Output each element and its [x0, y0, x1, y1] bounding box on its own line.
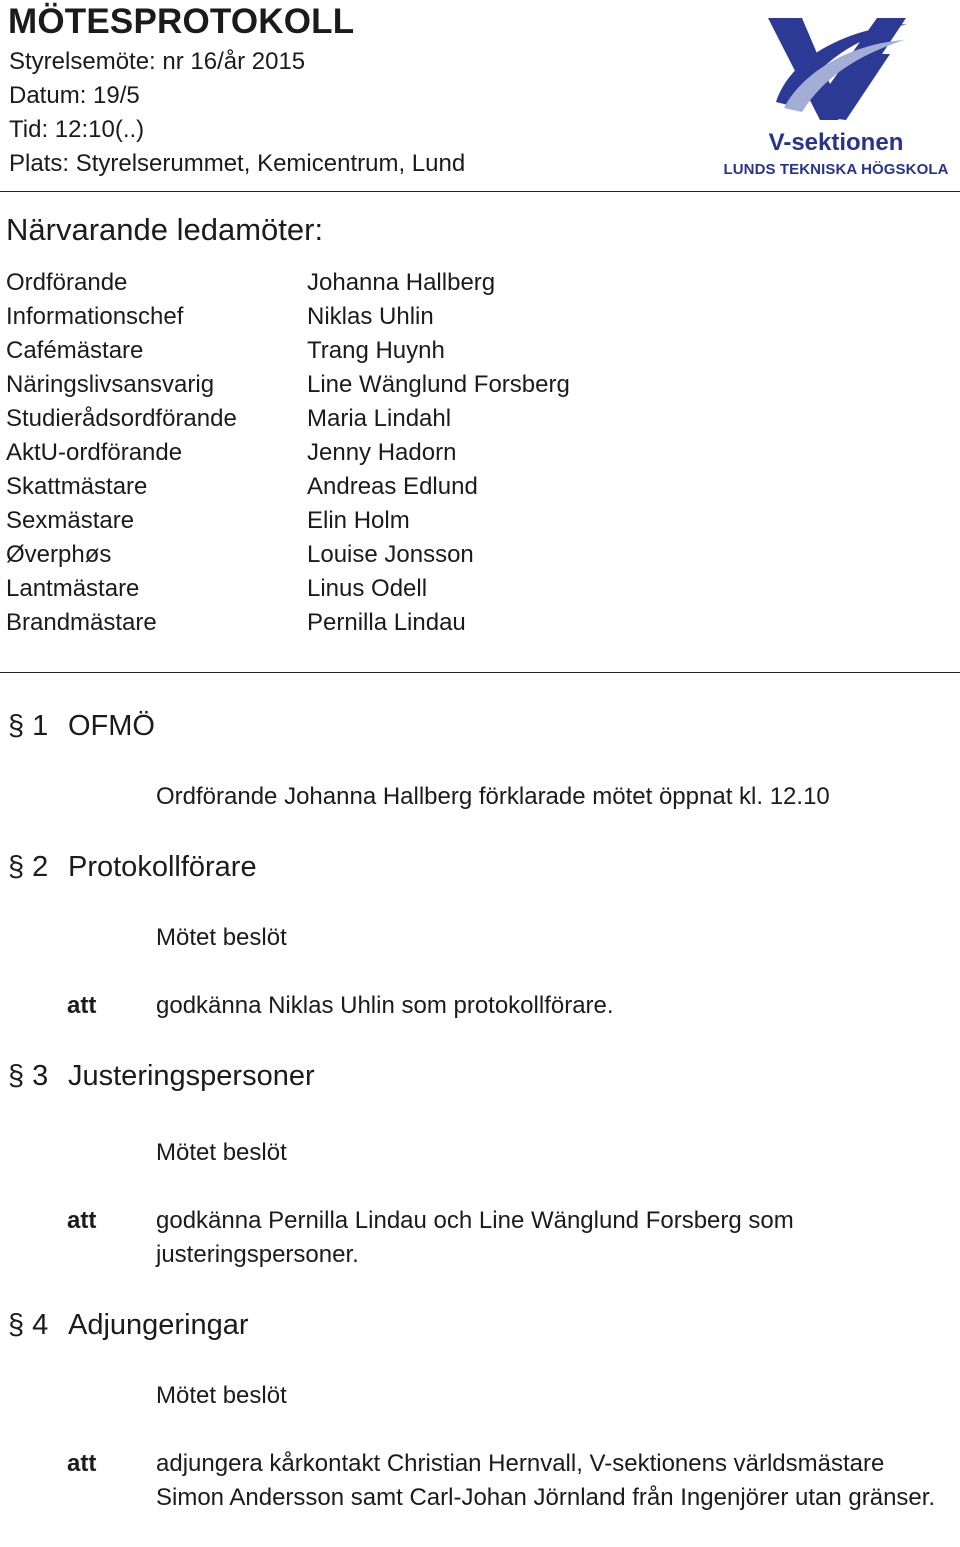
- attendance-divider: [0, 672, 960, 673]
- section-title: Protokollförare: [68, 851, 257, 883]
- section-sign: § 4: [8, 1309, 49, 1341]
- member-role: Brandmästare: [6, 609, 157, 636]
- section-2-att: att: [67, 992, 97, 1019]
- section-title: Adjungeringar: [68, 1309, 249, 1341]
- member-role: Näringslivsansvarig: [6, 371, 215, 398]
- member-role: Ordförande: [6, 269, 128, 296]
- member-role: Informationschef: [6, 303, 184, 330]
- section-4-att: att: [67, 1450, 97, 1477]
- meeting-time: Tid: 12:10(..): [9, 116, 145, 143]
- section-4-decision: Mötet beslöt: [156, 1382, 287, 1409]
- section-title: OFMÖ: [68, 710, 155, 742]
- section-3-text: godkänna Pernilla Lindau och Line Wänglund Forsberg som justeringspersoner.: [156, 1207, 794, 1268]
- member-name: Andreas Edlund: [307, 473, 478, 500]
- section-1-text: Ordförande Johanna Hallberg förklarade mötet öppnat kl. 12.10: [156, 783, 830, 810]
- meeting-number: Styrelsemöte: nr 16/år 2015: [9, 48, 306, 75]
- logo-subtitle: LUNDS TEKNISKA HÖGSKOLA: [723, 161, 949, 178]
- member-name: Elin Holm: [307, 507, 410, 534]
- member-name: Linus Odell: [307, 575, 428, 602]
- member-name: Niklas Uhlin: [307, 303, 434, 330]
- section-3-att: att: [67, 1207, 97, 1234]
- section-4-heading: [8, 1308, 249, 1342]
- section-title: Justeringspersoner: [68, 1060, 315, 1092]
- section-sign: § 2: [8, 851, 49, 883]
- member-name: Line Wänglund Forsberg: [307, 371, 570, 398]
- member-name: Maria Lindahl: [307, 405, 452, 432]
- attendance-heading: Närvarande ledamöter:: [6, 212, 324, 247]
- member-role: Studierådsordförande: [6, 405, 237, 432]
- section-3-heading: [8, 1059, 315, 1093]
- section-2-heading: [8, 850, 257, 884]
- section-2-text: godkänna Niklas Uhlin som protokollförare.: [156, 992, 614, 1019]
- logo-name: V-sektionen: [768, 129, 904, 156]
- meeting-date: Datum: 19/5: [9, 82, 140, 109]
- section-2-decision: Mötet beslöt: [156, 924, 287, 951]
- member-name: Louise Jonsson: [307, 541, 474, 568]
- header-divider: [0, 191, 960, 192]
- member-name: Pernilla Lindau: [307, 609, 466, 636]
- member-name: Jenny Hadorn: [307, 439, 457, 466]
- meeting-place: Plats: Styrelserummet, Kemicentrum, Lund: [9, 150, 466, 177]
- v-sektionen-logo: [722, 14, 950, 184]
- member-role: Sexmästare: [6, 507, 135, 534]
- v-logo-icon: [722, 14, 950, 129]
- section-4-text: adjungera kårkontakt Christian Hernvall, V-sektionens världsmästare Simon Andersson samt Carl-Johan Jörnland från Ingenjörer utan gränser.: [156, 1450, 936, 1511]
- member-role: AktU-ordförande: [6, 439, 183, 466]
- document-title: MÖTESPROTOKOLL: [8, 2, 355, 41]
- member-role: Cafémästare: [6, 337, 144, 364]
- section-sign: § 3: [8, 1060, 49, 1092]
- member-name: Johanna Hallberg: [307, 269, 496, 296]
- member-role: Øverphøs: [6, 541, 112, 568]
- section-3-decision: Mötet beslöt: [156, 1139, 287, 1166]
- member-role: Lantmästare: [6, 575, 140, 602]
- member-role: Skattmästare: [6, 473, 148, 500]
- member-name: Trang Huynh: [307, 337, 445, 364]
- section-sign: § 1: [8, 710, 49, 742]
- section-1-heading: [8, 709, 155, 743]
